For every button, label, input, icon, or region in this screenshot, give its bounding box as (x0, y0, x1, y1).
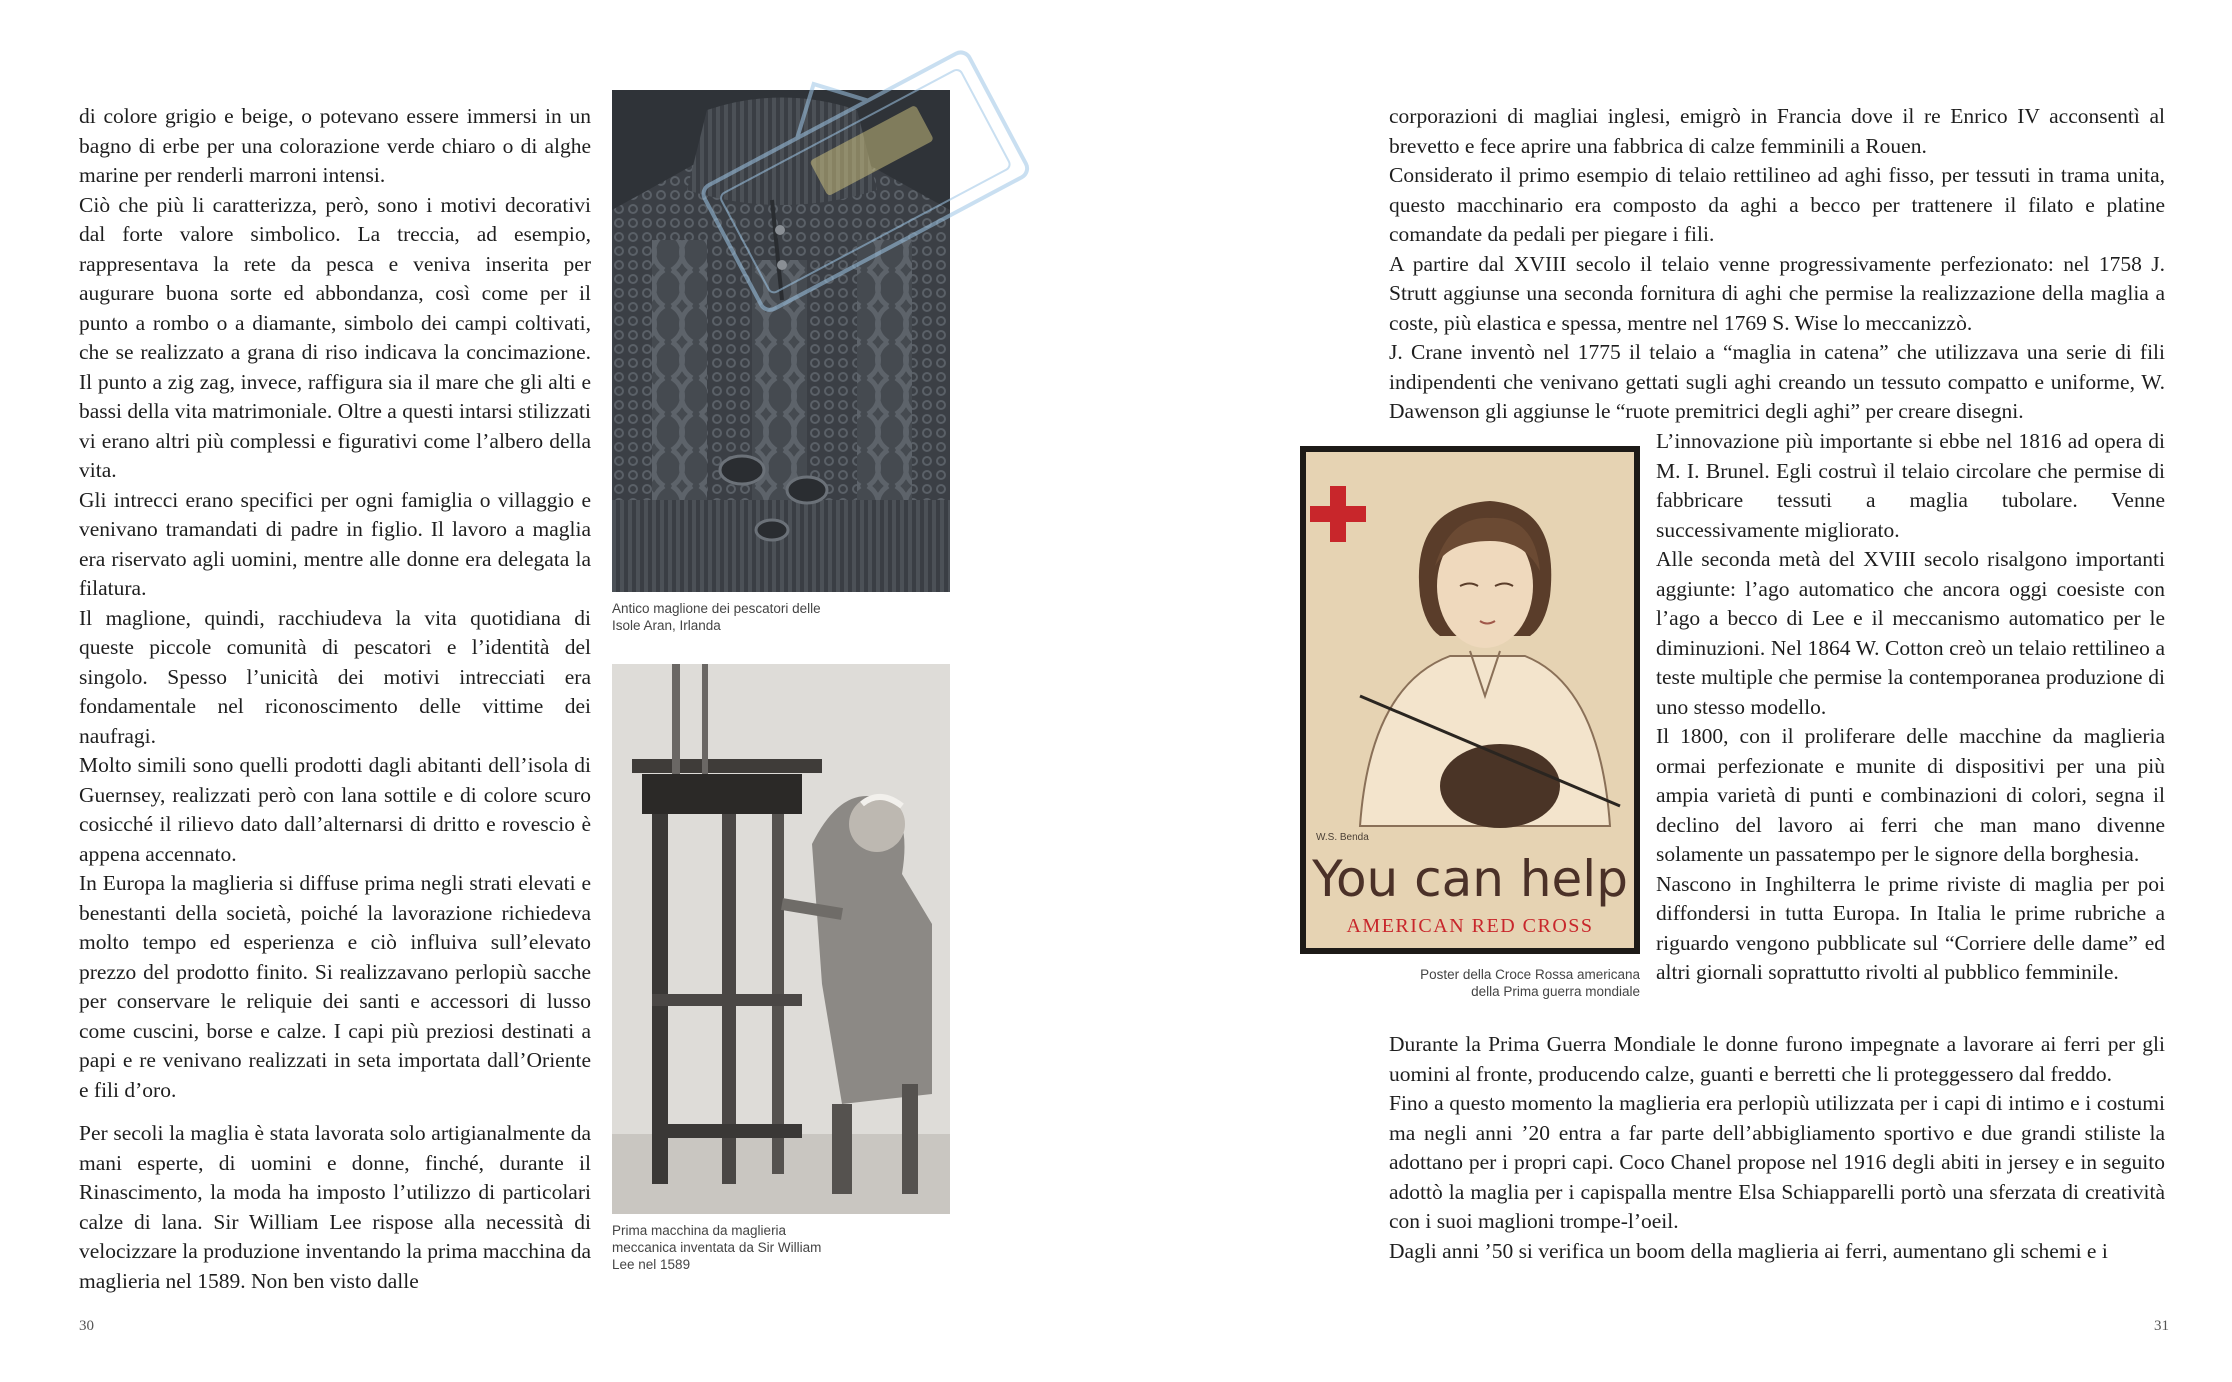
paragraph: L’innovazione più importante si ebbe nel 1816 ad opera di M. I. Brunel. Egli costruì il telaio circolare che permise di fabbricare tessuti a maglia tubolare. Venne successivamente migliorato. (1656, 429, 2165, 542)
page-number: 30 (79, 1318, 94, 1334)
poster-signature: W.S. Benda (1316, 832, 1369, 843)
paragraph: A partire dal XVIII secolo il telaio venne progressivamente perfezionato: nel 1758 J. Strutt aggiunse una seconda fornitura di aghi che permise la realizzazione della maglia a coste, più elastica e spessa, mentre nel 1769 S. Wise lo meccanizzò. (1389, 251, 2165, 335)
paragraph: Considerato il primo esempio di telaio rettilineo ad aghi fisso, per tessuti in trama unita, questo macchinario era composto da aghi a becco per trattenere il filato e platine comandate da pedali per piegare i fili. (1389, 163, 2165, 246)
loom-caption: Prima macchina da maglieria meccanica inventata da Sir William Lee nel 1589 (612, 1223, 822, 1272)
right-page-text-middle (1656, 427, 2165, 988)
right-page-text-bottom (1389, 1030, 2165, 1266)
watermark-logo (650, 40, 1090, 340)
paragraph: Alle seconda metà del XVIII secolo risalgono importanti aggiunte: l’ago automatico che ancora oggi coesiste con l’ago a becco di Lee e il meccanismo automatico per le diminuzioni. Nel 1864 W. Cotton creò un telaio rettilineo a teste multiple che permise la contemporanea produzione di uno stesso modello. (1656, 547, 2165, 719)
paragraph: Molto simili sono quelli prodotti dagli abitanti dell’isola di Guernsey, realizzati però con lana sottile e di colore scuro cosicché il rilievo dato dall’alternarsi di dritto e rovescio è appena accennato. (79, 753, 591, 866)
paragraph: Fino a questo momento la maglieria era perlopiù utilizzata per i capi di intimo e i costumi ma negli anni ’20 entra a far parte dell’abbigliamento sportivo e due grandi stiliste la adottano per i propri capi. Coco Chanel propose nel 1916 degli abiti in jersey e in seguito adottò la maglia per i capispalla mentre Elsa Schiapparelli portò una sferzata di creatività con i suoi maglioni trompe-l’oeil. (1389, 1091, 2165, 1233)
paragraph: corporazioni di magliai inglesi, emigrò in Francia dove il re Enrico IV acconsentì al brevetto e fece aprire una fabbrica di calze femminili a Rouen. (1389, 104, 2165, 158)
paragraph: In Europa la maglieria si diffuse prima negli strati elevati e benestanti della società, poiché la lavorazione richiedeva molto tempo ed esperienza e ciò influiva sull’elevato prezzo del prodotto finito. Si realizzavano perlopiù sacche per conservare le reliquie dei santi e accessori di lusso come cuscini, borse e calze. I capi più preziosi destinati a papi e re venivano realizzati in seta importata dall’Oriente e fili d’oro. (79, 871, 591, 1102)
left-page-text (79, 102, 591, 1296)
poster-headline: You can help (1312, 850, 1628, 908)
right-page-text-top (1389, 102, 2165, 427)
right-page (1116, 0, 2232, 1382)
paragraph: Per secoli la maglia è stata lavorata solo artigianalmente da mani esperte, di uomini e donne, finché, durante il Rinascimento, la moda ha imposto l’utilizzo di particolari calze di lana. Sir William Lee rispose alla necessità di velocizzare la produzione inventando la prima macchina da maglieria nel 1589. Non ben visto dalle (79, 1121, 591, 1293)
sweater-caption: Antico maglione dei pescatori delle Isole Aran, Irlanda (612, 601, 821, 633)
paragraph: Dagli anni ’50 si verifica un boom della maglieria ai ferri, aumentano gli schemi e i (1389, 1238, 2108, 1263)
poster-subline: AMERICAN RED CROSS (1346, 915, 1594, 937)
red-cross-poster (1300, 446, 1640, 954)
paragraph: di colore grigio e beige, o potevano essere immersi in un bagno di erbe per una colorazione verde chiaro o di alghe marine per renderli marroni intensi. (79, 104, 591, 187)
paragraph: Il 1800, con il proliferare delle macchine da maglieria ormai perfezionate e munite di dispositivi per una più ampia varietà di punti e combinazioni di colori, segna il declino del lavoro ai ferri che man mano divenne solamente un passatempo per le signore della borghesia. (1656, 724, 2165, 866)
knitting-machine-photo (612, 664, 950, 1214)
page-number: 31 (2154, 1318, 2169, 1334)
paragraph: Gli intrecci erano specifici per ogni famiglia o villaggio e venivano tramandati di padre in figlio. Il lavoro a maglia era riservato agli uomini, mentre alle donne era delegata la filatura. (79, 487, 591, 600)
paragraph: J. Crane inventò nel 1775 il telaio a “maglia in catena” che utilizzava una serie di fili indipendenti che venivano gettati sugli aghi creando un tessuto compatto e uniforme, W. Dawenson gli aggiunse le “ruote premitrici degli aghi” per creare disegni. (1389, 340, 2165, 423)
paragraph: Durante la Prima Guerra Mondiale le donne furono impegnate a lavorare ai ferri per gli uomini al fronte, producendo calze, guanti e berretti che li proteggessero dal freddo. (1389, 1032, 2165, 1086)
paragraph: Nascono in Inghilterra le prime riviste di maglia per poi diffondersi in tutta Europa. In Italia le prime rubriche a riguardo vengono pubblicate sul “Corriere delle dame” ed altri giornali soprattutto rivolti al pubblico femminile. (1656, 871, 2165, 984)
paragraph: Ciò che più li caratterizza, però, sono i motivi decorativi dal forte valore simbolico. La treccia, ad esempio, rappresentava la rete da pesca e veniva inserita per augurare buona sorte ed abbondanza, così come per il punto a rombo o a diamante, simbolo dei campi coltivati, che se realizzato a grana di riso indicava la concimazione. Il punto a zig zag, invece, raffigura sia il mare che gli alti e bassi della vita matrimoniale. Oltre a questi intarsi stilizzati vi erano altri più complessi e figurativi come l’albero della vita. (79, 192, 591, 482)
poster-caption: Poster della Croce Rossa americana della Prima guerra mondiale (1420, 967, 1640, 999)
paragraph: Il maglione, quindi, racchiudeva la vita quotidiana di queste piccole comunità di pescatori e l’identità del singolo. Spesso l’unicità dei motivi intrecciati era fondamentale nel riconoscimento delle vittime dei naufragi. (79, 605, 591, 748)
